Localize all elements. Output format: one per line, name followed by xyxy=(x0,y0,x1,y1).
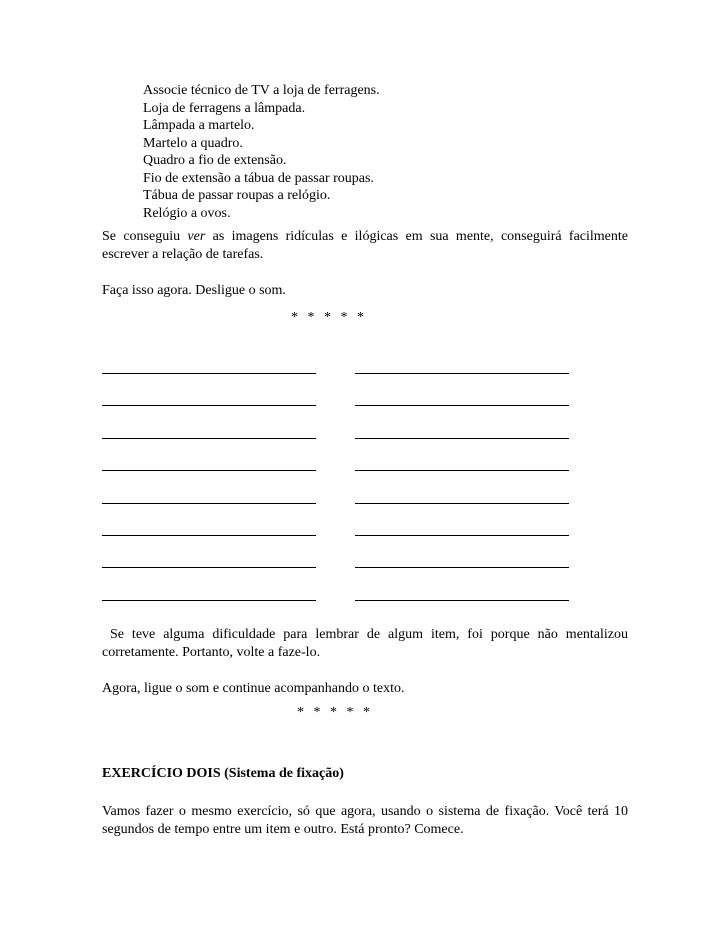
section-heading: EXERCÍCIO DOIS (Sistema de fixação) xyxy=(102,766,344,781)
paragraph-sound-on: Agora, ligue o som e continue acompanhando o texto. xyxy=(102,681,405,696)
paragraph-difficulty: Se teve alguma dificuldade para lembrar de algum item, foi porque não mentalizou corretamente. Portanto, volte a faze-lo. xyxy=(102,627,628,660)
answer-blank-line xyxy=(355,535,569,536)
answer-blank-line xyxy=(355,405,569,406)
answer-blank-line xyxy=(355,567,569,568)
answer-blank-line xyxy=(355,503,569,504)
answer-blank-line xyxy=(102,535,316,536)
list-item: Relógio a ovos. xyxy=(143,205,231,221)
answer-blank-line xyxy=(102,567,316,568)
paragraph-exercise-two: Vamos fazer o mesmo exercício, só que agora, usando o sistema de fixação. Você terá 10 segundos de tempo entre um item e outro. Está pronto? Comece. xyxy=(102,804,628,837)
paragraph-instruction: Faça isso agora. Desligue o som. xyxy=(102,283,286,298)
list-item: Tábua de passar roupas a relógio. xyxy=(143,188,331,203)
separator-stars: * * * * * xyxy=(291,310,364,325)
answer-blank-line xyxy=(355,373,569,374)
list-item: Fio de extensão a tábua de passar roupas. xyxy=(143,170,374,186)
separator-stars: * * * * * xyxy=(297,705,370,720)
answer-blank-line xyxy=(102,503,316,504)
answer-blank-line xyxy=(102,438,316,439)
answer-blank-line xyxy=(355,438,569,439)
answer-blank-line xyxy=(355,470,569,471)
answer-blank-line xyxy=(102,600,316,601)
paragraph-visualize: Se conseguiu ver as imagens ridículas e ilógicas em sua mente, conseguirá facilmente escrever a relação de tarefas. xyxy=(102,229,629,262)
answer-blank-line xyxy=(102,405,316,406)
answer-blank-line xyxy=(355,600,569,601)
list-item: Associe técnico de TV a loja de ferragens. xyxy=(143,83,380,98)
list-item: Quadro a fio de extensão. xyxy=(143,153,287,168)
association-list xyxy=(143,82,380,222)
list-item: Martelo a quadro. xyxy=(143,135,243,151)
list-item: Loja de ferragens a lâmpada. xyxy=(143,100,306,116)
answer-blank-line xyxy=(102,373,316,374)
list-item: Lâmpada a martelo. xyxy=(143,118,255,133)
answer-blank-line xyxy=(102,470,316,471)
emphasis-ver: ver xyxy=(187,229,206,244)
